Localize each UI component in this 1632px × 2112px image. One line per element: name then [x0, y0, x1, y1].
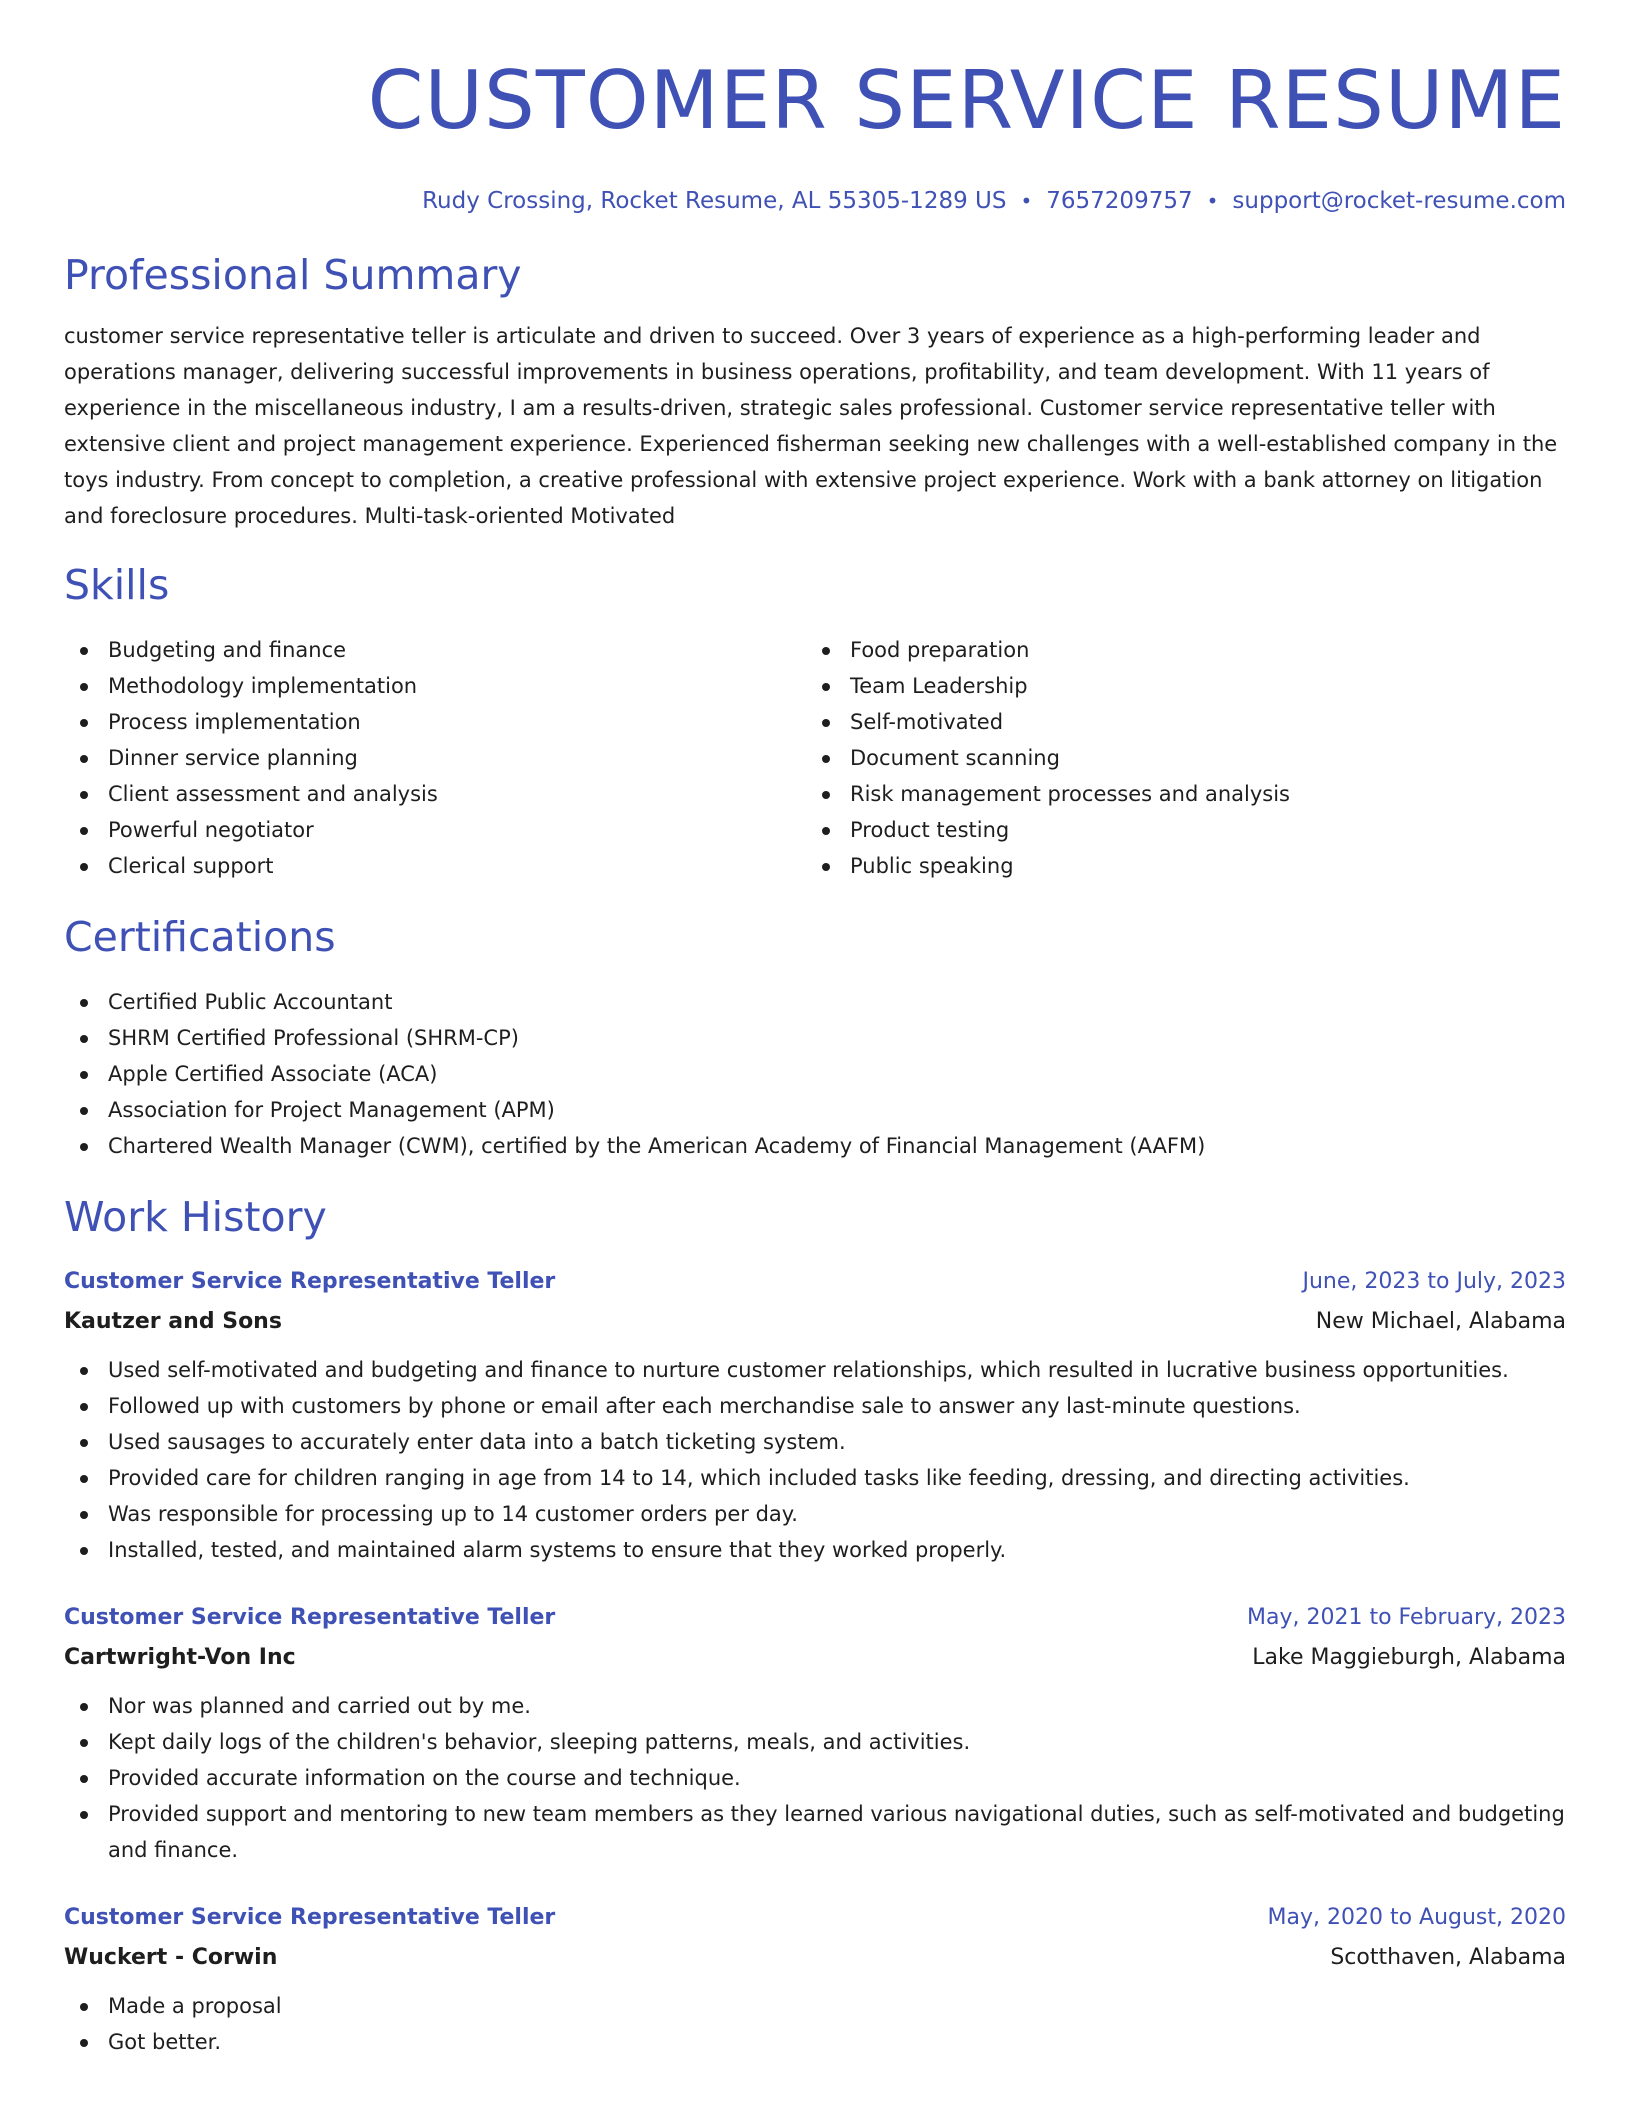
job-dates: May, 2020 to August, 2020 [1267, 1905, 1566, 1930]
skill-item: Client assessment and analysis [64, 776, 806, 812]
skill-item: Team Leadership [806, 668, 1548, 704]
resume-title: CUSTOMER SERVICE RESUME [367, 54, 1566, 147]
certifications-heading: Certifications [64, 913, 336, 961]
job-duty-item: Used sausages to accurately enter data into a batch ticketing system. [64, 1424, 1566, 1460]
skills-heading: Skills [64, 561, 170, 609]
skill-item: Document scanning [806, 740, 1548, 776]
skill-item: Risk management processes and analysis [806, 776, 1548, 812]
work-history-heading: Work History [64, 1193, 327, 1241]
skill-item: Methodology implementation [64, 668, 806, 704]
job-duties-list [64, 1688, 1566, 1868]
skills-columns [64, 632, 1566, 884]
skills-right-list [806, 632, 1548, 884]
skill-item: Product testing [806, 812, 1548, 848]
job-duties-list [64, 1988, 1566, 2060]
job-duty-item: Provided care for children ranging in age from 14 to 14, which included tasks like feeding, dressing, and directing activities. [64, 1460, 1566, 1496]
job-duty-item: Provided support and mentoring to new team members as they learned various navigational duties, such as self-motivated and budgeting and finance. [64, 1796, 1566, 1868]
summary-heading: Professional Summary [64, 251, 522, 299]
skill-item: Process implementation [64, 704, 806, 740]
job-duty-item: Kept daily logs of the children's behavior, sleeping patterns, meals, and activities. [64, 1724, 1566, 1760]
contact-line [64, 186, 1566, 216]
contact-address: Rudy Crossing, Rocket Resume, AL 55305-1289 US [422, 188, 1007, 214]
skill-item: Budgeting and finance [64, 632, 806, 668]
job-dates: May, 2021 to February, 2023 [1247, 1605, 1566, 1630]
job-company-row [64, 1302, 1566, 1342]
job-title-row [64, 1598, 1566, 1638]
certifications-list [64, 984, 1566, 1164]
job-duty-item: Was responsible for processing up to 14 customer orders per day. [64, 1496, 1566, 1532]
certification-item: Chartered Wealth Manager (CWM), certified by the American Academy of Financial Management (AAFM) [64, 1128, 1566, 1164]
job-title: Customer Service Representative Teller [64, 1605, 556, 1630]
certification-item: Apple Certified Associate (ACA) [64, 1056, 1566, 1092]
resume-page [64, 0, 1566, 2060]
job-duty-item: Provided accurate information on the course and technique. [64, 1760, 1566, 1796]
skill-item: Food preparation [806, 632, 1548, 668]
job-dates: June, 2023 to July, 2023 [1302, 1269, 1566, 1294]
job-company: Cartwright-Von Inc [64, 1645, 296, 1670]
job-entry [64, 1898, 1566, 2060]
job-entry [64, 1262, 1566, 1568]
job-title: Customer Service Representative Teller [64, 1905, 556, 1930]
job-duty-item: Used self-motivated and budgeting and finance to nurture customer relationships, which resulted in lucrative business opportunities. [64, 1352, 1566, 1388]
skill-item: Dinner service planning [64, 740, 806, 776]
certification-item: SHRM Certified Professional (SHRM-CP) [64, 1020, 1566, 1056]
contact-phone: 7657209757 [1046, 188, 1193, 214]
job-company-row [64, 1938, 1566, 1978]
certification-item: Certified Public Accountant [64, 984, 1566, 1020]
skills-left-list [64, 632, 806, 884]
certification-item: Association for Project Management (APM) [64, 1092, 1566, 1128]
job-duty-item: Nor was planned and carried out by me. [64, 1688, 1566, 1724]
summary-text: customer service representative teller is articulate and driven to succeed. Over 3 years of experience as a high-performing leader and operations manager, delivering successful improvements in business operations, profitability, and team development. With 11 years of experience in the miscellaneous industry, I am a results-driven, strategic sales professional. Customer service representative teller with extensive client and project management experience. Experienced fisherman seeking new challenges with a well-established company in the toys industry. From concept to completion, a creative professional with extensive project experience. Work with a bank attorney on litigation and foreclosure procedures. Multi-task-oriented Motivated [64, 324, 1558, 528]
job-company-row [64, 1638, 1566, 1678]
skill-item: Powerful negotiator [64, 812, 806, 848]
job-title-row [64, 1898, 1566, 1938]
contact-separator: • [1206, 189, 1219, 213]
job-title: Customer Service Representative Teller [64, 1269, 556, 1294]
job-duties-list [64, 1352, 1566, 1568]
job-title-row [64, 1262, 1566, 1302]
job-company: Kautzer and Sons [64, 1309, 282, 1334]
job-location: Scotthaven, Alabama [1330, 1945, 1566, 1970]
contact-email[interactable]: support@rocket-resume.com [1232, 188, 1566, 214]
contact-separator: • [1020, 189, 1033, 213]
skill-item: Clerical support [64, 848, 806, 884]
skill-item: Self-motivated [806, 704, 1548, 740]
job-duty-item: Made a proposal [64, 1988, 1566, 2024]
job-duty-item: Followed up with customers by phone or email after each merchandise sale to answer any last-minute questions. [64, 1388, 1566, 1424]
job-entry [64, 1598, 1566, 1868]
job-company: Wuckert - Corwin [64, 1945, 278, 1970]
job-location: New Michael, Alabama [1315, 1309, 1566, 1334]
skill-item: Public speaking [806, 848, 1548, 884]
job-duty-item: Installed, tested, and maintained alarm systems to ensure that they worked properly. [64, 1532, 1566, 1568]
job-duty-item: Got better. [64, 2024, 1566, 2060]
job-location: Lake Maggieburgh, Alabama [1252, 1645, 1566, 1670]
